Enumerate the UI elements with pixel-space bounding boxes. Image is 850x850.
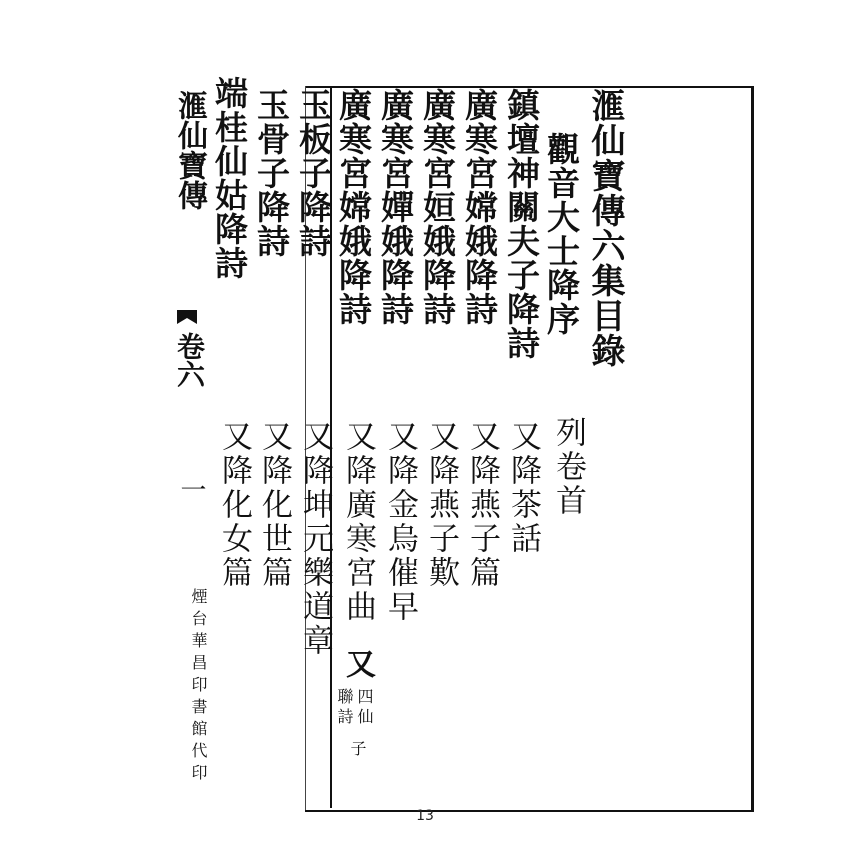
toc-entry-1: 觀音大士降序 — [542, 132, 581, 336]
toc-lower-entry-5: 又降金烏催早 — [382, 420, 418, 624]
toc-lower-entry-4: 又降燕子歎 — [423, 420, 459, 590]
toc-entry-5: 廣寒宮嬋娥降詩 — [376, 88, 415, 326]
margin-book-title: 滙仙寶傳 — [172, 90, 207, 210]
note-mark: 又 — [340, 648, 375, 678]
toc-entry-2: 鎮壇神關夫子降詩 — [502, 88, 541, 360]
fish-tail-ornament — [175, 308, 199, 328]
toc-entry-3: 廣寒宮嫦娥降詩 — [460, 88, 499, 326]
margin-printer: 煙台華昌印書館代印 — [189, 588, 208, 786]
margin-folio: 一 — [176, 476, 206, 502]
toc-title: 滙仙寶傳六集目錄 — [585, 88, 625, 368]
toc-entry-4: 廣寒宮姮娥降詩 — [418, 88, 457, 326]
toc-lower-entry-6: 又降廣寒宮曲 — [340, 420, 376, 624]
note-line-3: 子 — [348, 740, 367, 760]
toc-lower-entry-9: 又降化女篇 — [216, 420, 252, 590]
toc-lower-entry-3: 又降燕子篇 — [464, 420, 500, 590]
note-line-2: 聯詩 — [335, 688, 354, 728]
toc-entry-9: 端桂仙姑降詩 — [210, 76, 249, 280]
toc-entry-7: 玉板子降詩 — [294, 88, 333, 258]
toc-lower-entry-2: 又降茶話 — [505, 420, 541, 556]
toc-entry-6: 廣寒宮嫦娥降詩 — [334, 88, 373, 326]
toc-lower-entry-8: 又降化世篇 — [256, 420, 292, 590]
toc-lower-entry-1: 列卷首 — [550, 416, 586, 518]
page-number: 13 — [416, 808, 434, 824]
toc-entry-8: 玉骨子降詩 — [252, 88, 291, 258]
note-line-1: 四仙 — [355, 688, 374, 728]
toc-lower-entry-7: 又降坤元樂道章 — [297, 420, 333, 658]
margin-chapter: 卷六 — [173, 332, 206, 388]
